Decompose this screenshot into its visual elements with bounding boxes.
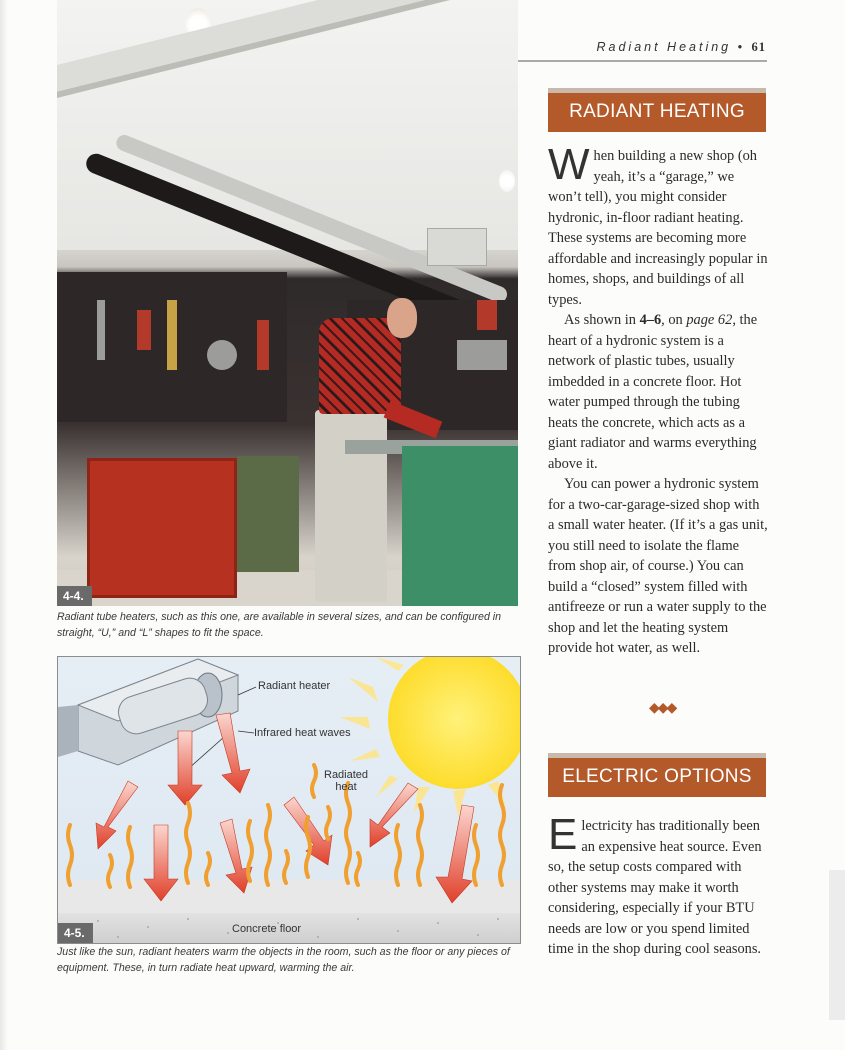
tool xyxy=(97,300,105,360)
page-number: 61 xyxy=(751,40,766,54)
diagram-art xyxy=(58,657,520,943)
paragraph-text: , on xyxy=(661,312,687,328)
man-head xyxy=(387,298,417,338)
green-cabinet xyxy=(237,456,299,572)
tool xyxy=(167,300,177,370)
drop-cap: W xyxy=(548,140,590,189)
radiant-heat-diagram xyxy=(57,656,521,944)
running-head-title: Radiant Heating xyxy=(596,40,732,54)
red-workbench xyxy=(87,458,237,598)
section-body-radiant xyxy=(548,140,768,659)
paragraph-text: As shown in xyxy=(564,312,640,328)
paragraph-text: hen building a new shop (oh yeah, it’s a “garage,” we won’t tell), you might consider hydronic, in-floor radiant heating. These systems are becoming more affordable and increasingly popular in homes, shops, and buildings of all types. xyxy=(548,148,768,308)
paragraph xyxy=(548,140,768,310)
sun xyxy=(388,657,520,789)
radiant-heater-icon xyxy=(58,659,238,765)
figure-caption: Just like the sun, radiant heaters warm the objects in the room, such as the floor or any pieces of equipment. These, in turn radiate heat upward, warming the air. xyxy=(57,946,510,974)
page-gutter-shadow xyxy=(0,0,8,1050)
paragraph: You can power a hydronic system for a two-car-garage-sized shop with a small water heater. (If it’s a gas unit, you still need to isolate the flame from shop air, of course.) You can build a “closed” system filled with antifreeze or run a water supply to the shop and let the heating system provide hot water, as well. xyxy=(548,476,768,656)
paragraph xyxy=(548,810,768,960)
radiated-heat-label-line2: heat xyxy=(335,781,357,793)
wrench-rack xyxy=(457,340,507,370)
infrared-heat-waves-label: Infrared heat waves xyxy=(254,727,351,739)
man-pants xyxy=(315,410,387,602)
figure-reference: 4–6 xyxy=(639,312,662,328)
section-heading-radiant: RADIANT HEATING xyxy=(548,88,766,132)
running-head-rule xyxy=(518,60,767,62)
figure-tag: 4-5. xyxy=(58,923,93,943)
figure-caption: Radiant tube heaters, such as this one, are available in several sizes, and can be configured in straight, “U,” and “L” shapes to fit the space. xyxy=(57,611,502,639)
paragraph-text: , the heart of a hydronic system is a network of plastic tubes, usually imbedded in a concrete floor. Hot water pumped through the tubing heats the concrete, which acts as a giant radiator and warms everything above it. xyxy=(548,312,758,472)
running-head xyxy=(520,40,766,55)
tool xyxy=(477,300,497,330)
figure-tag: 4-4. xyxy=(57,586,92,606)
table-saw xyxy=(402,446,518,606)
heater-burner-box xyxy=(427,228,487,266)
radiated-heat-label xyxy=(324,769,368,793)
tool xyxy=(137,310,151,350)
section-body-electric xyxy=(548,810,768,960)
section-ornament: ◆◆◆ xyxy=(649,701,676,716)
tool xyxy=(257,320,269,370)
concrete-floor-label: Concrete floor xyxy=(232,923,302,935)
page-edge xyxy=(829,870,845,1020)
saw-blade xyxy=(207,340,237,370)
section-heading-electric: ELECTRIC OPTIONS xyxy=(548,753,766,797)
page-reference: page 62 xyxy=(686,312,733,328)
workshop-photo xyxy=(57,0,518,606)
light-bulb-small xyxy=(499,170,515,192)
drop-cap: E xyxy=(548,810,578,859)
radiated-heat-label-line1: Radiated xyxy=(324,769,369,781)
radiant-heater-label: Radiant heater xyxy=(258,680,331,692)
running-head-bullet: • xyxy=(737,40,746,54)
paragraph-text: lectricity has traditionally been an expensive heat source. Even so, the setup costs compared with other systems may make it worth considering, especially if your BTU needs are low or you spend limited time in the shop during cool seasons. xyxy=(548,818,762,957)
man-plaid-shirt xyxy=(319,318,401,414)
paragraph xyxy=(548,310,768,474)
